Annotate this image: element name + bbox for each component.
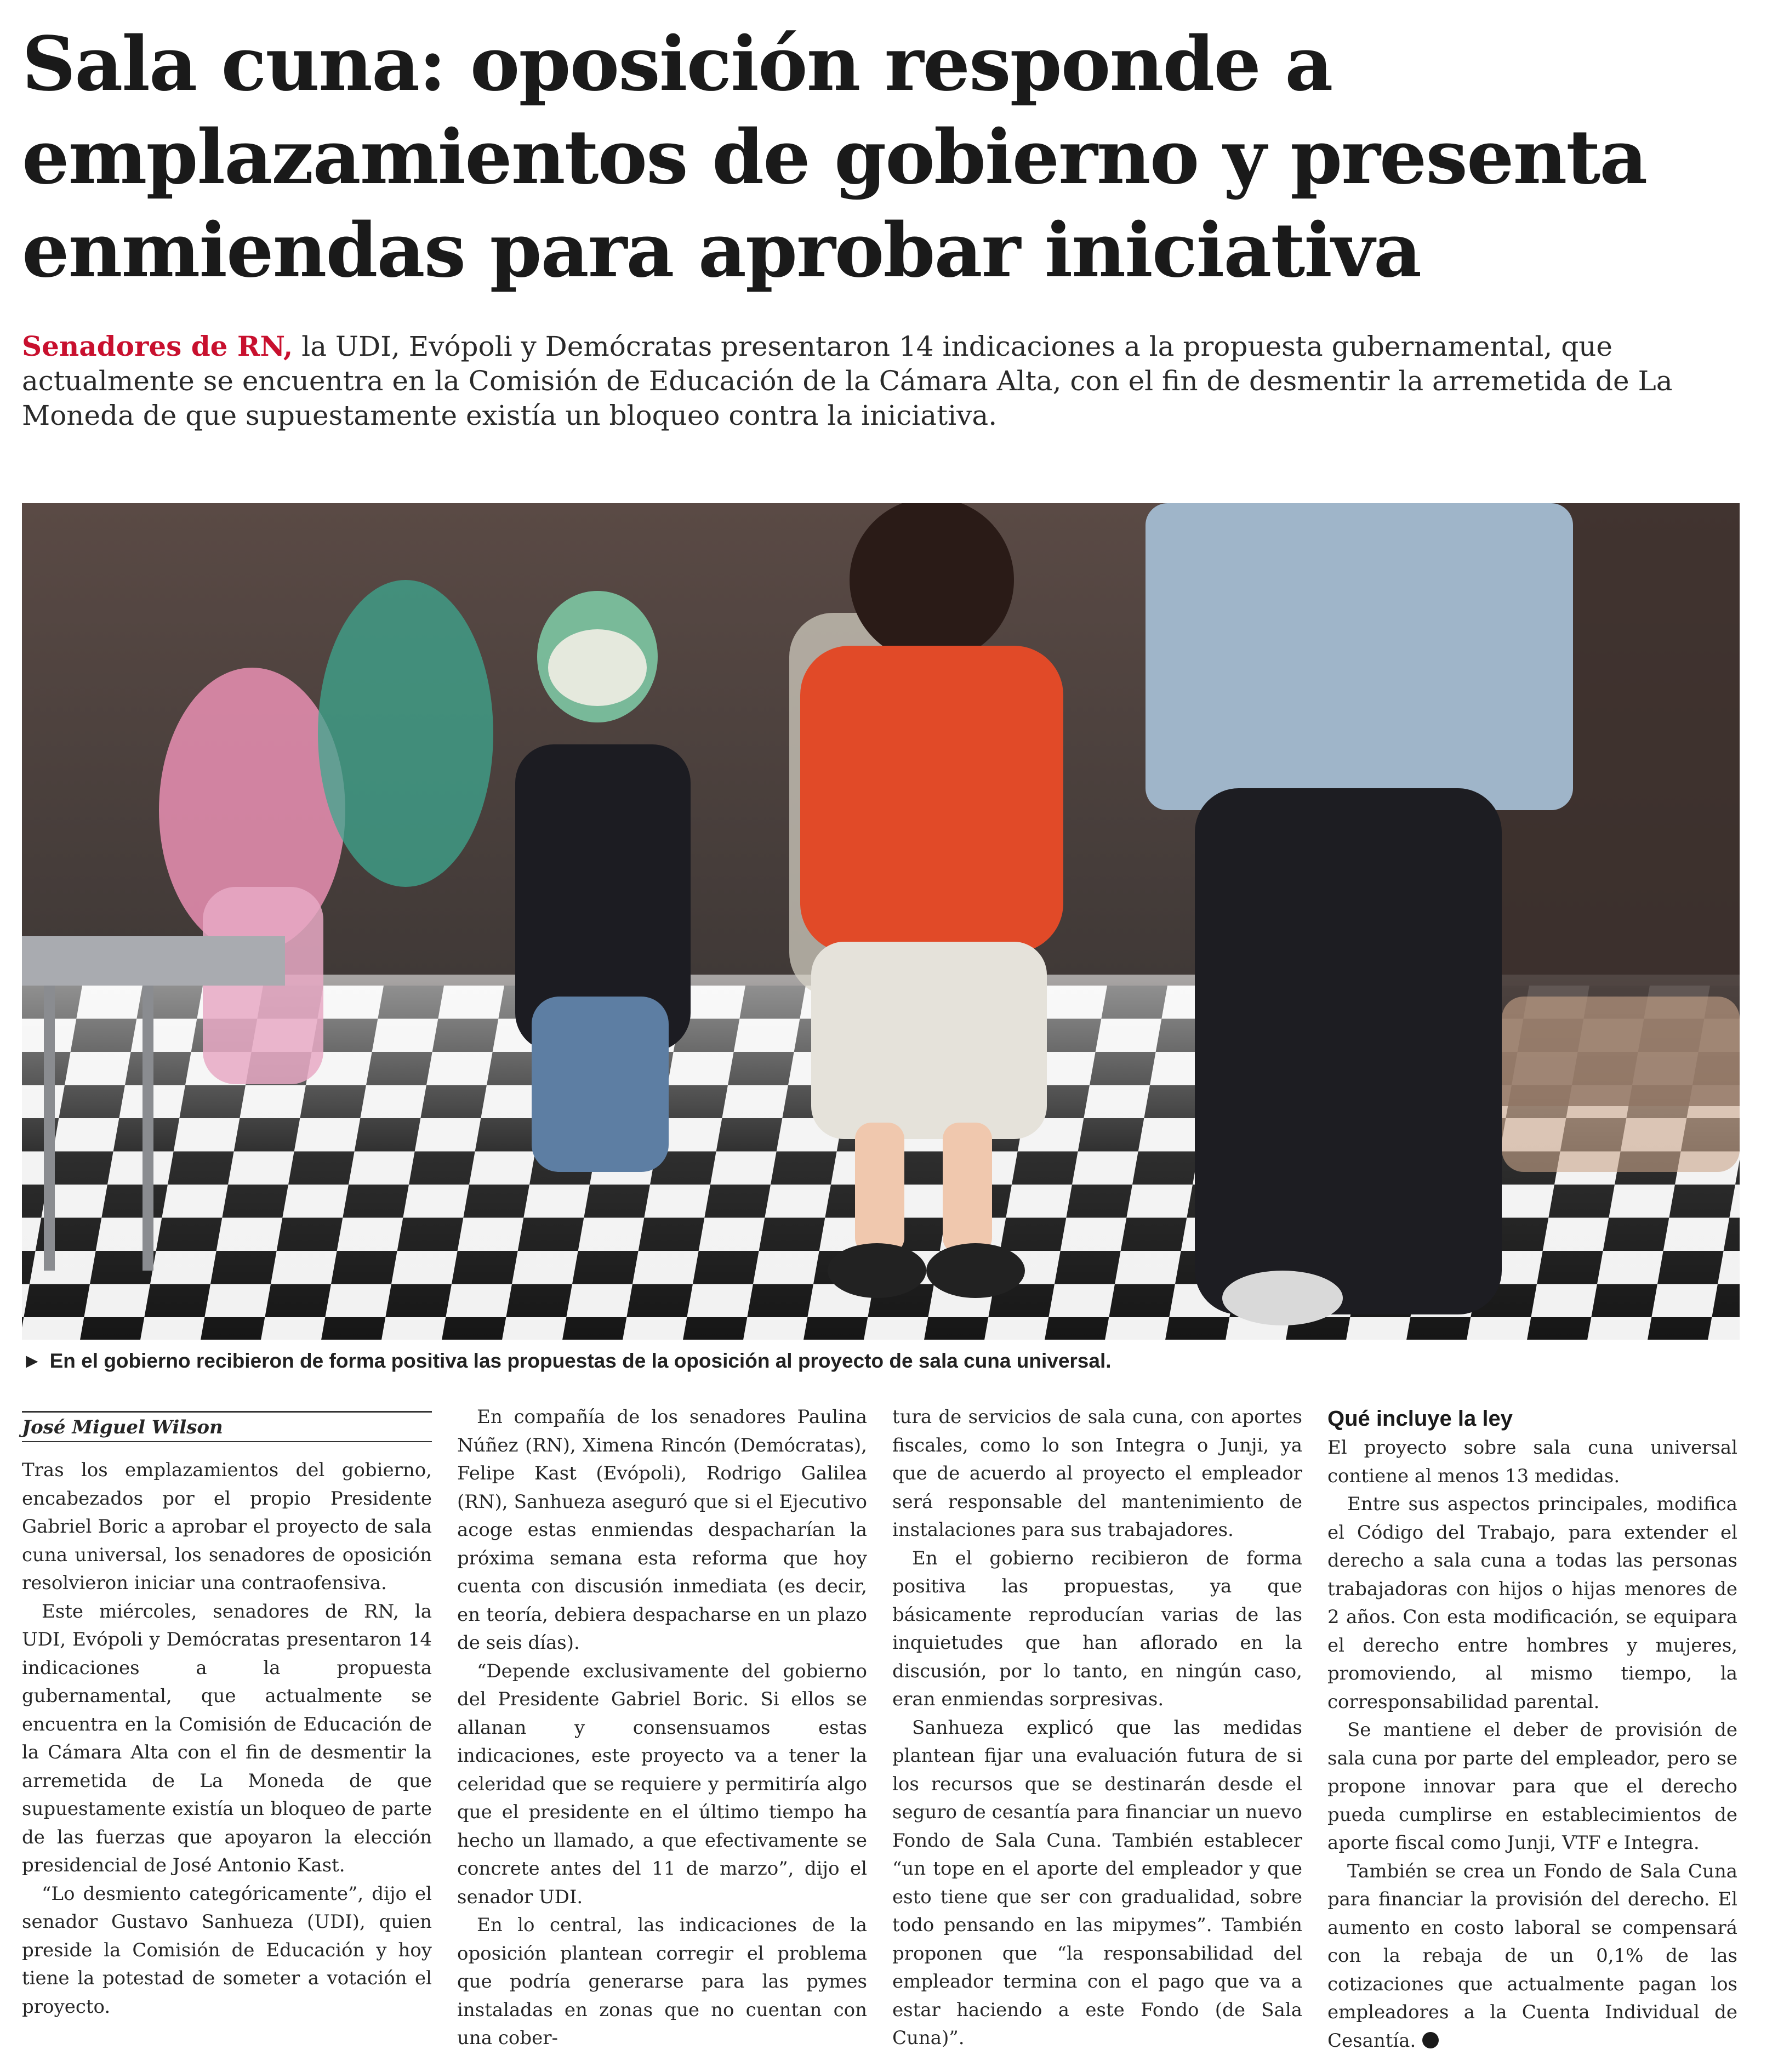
photo-caption	[22, 1347, 1740, 1375]
body-paragraph: Este miércoles, senadores de RN, la UDI, Evópoli y Demócratas presentaron 14 indicaciones a la propuesta gubernamental, que actualmente se encuentra en la Comisión de Educación de la Cámara Alta con el fin de desmentir la arremetida de La Moneda de que supuestamente existía un bloqueo de parte de las fuerzas que apoyaron la elección presidencial de José Antonio Kast.	[22, 1600, 432, 1876]
body-paragraph: En compañía de los senadores Paulina Núñez (RN), Ximena Rincón (Demócratas), Felipe Kast (Evópoli), Rodrigo Galilea (RN), Sanhueza aseguró que si el Ejecutivo acoge estas enmiendas despacharían la próxima semana esta reforma que hoy cuenta con discusión inmediata (es decir, en teoría, debiera despacharse en un plazo de seis días).	[457, 1406, 867, 1654]
body-paragraph: “Depende exclusivamente del gobierno del Presidente Gabriel Boric. Si ellos se allanan y consensuamos estas indicaciones, este proyecto va a tener la celeridad que se requiere y permitiría algo que el presidente en el último tiempo ha hecho un llamado, a que efectivamente se concrete antes del 11 de marzo”, dijo el senador UDI.	[457, 1660, 867, 1908]
body-paragraph: Tras los emplazamientos del gobierno, encabezados por el propio Presidente Gabriel Boric a aprobar el proyecto de sala cuna universal, los senadores de oposición resolvieron iniciar una contraofensiva.	[22, 1459, 432, 1594]
caption-text: En el gobierno recibieron de forma positiva las propuestas de la oposición al proyecto de sala cuna universal.	[49, 1350, 1112, 1372]
box-title: Qué incluye la ley	[1327, 1407, 1513, 1431]
body-paragraph: En el gobierno recibieron de forma positiva las propuestas, ya que básicamente reproducían varias de las inquietudes que han aflorado en la discusión, por lo tanto, en ningún caso, eran enmiendas sorpresivas.	[892, 1547, 1302, 1710]
body-paragraph: “Lo desmiento categóricamente”, dijo el senador Gustavo Sanhueza (UDI), quien preside la Comisión de Educación y hoy tiene la potestad de someter a votación el proyecto.	[22, 1882, 432, 2018]
body-paragraph: Sanhueza explicó que las medidas plantean fijar una evaluación futura de si los recursos que se destinarán desde el seguro de cesantía para financiar un nuevo Fondo de Sala Cuna. También establecer “un tope en el aporte del empleador y que esto tiene que ser con gradualidad, sobre todo pensando en las mipymes”. También proponen que “la responsabilidad del empleador termina con el pago que va a estar haciendo a este Fondo (de Sala Cuna)”.	[892, 1716, 1302, 2049]
deck-text: la UDI, Evópoli y Demócratas presentaron 14 indicaciones a la propuesta gubernamental, que actualmente se encuentra en la Comisión de Educación de la Cámara Alta, con el fin de desmentir la arremetida de La Moneda de que supuestamente existía un bloqueo contra la iniciativa.	[22, 331, 1673, 431]
body-paragraph: En lo central, las indicaciones de la oposición plantean corregir el problema que podría generarse para las pymes instaladas en zonas que no cuentan con una cober-	[457, 1914, 867, 2049]
column-3	[892, 1403, 1302, 2053]
sidebar-box	[1327, 1403, 1737, 2055]
end-mark-icon	[1422, 2032, 1439, 2048]
column-2	[457, 1403, 867, 2053]
column-1	[22, 1403, 432, 2021]
headline: Sala cuna: oposición responde a emplazamientos de gobierno y presenta enmiendas para aprobar iniciativa	[22, 20, 1647, 294]
box-paragraph: Se mantiene el deber de provisión de sala cuna por parte del empleador, pero se propone innovar para que el derecho pueda cumplirse en establecimientos de aporte fiscal como Junji, VTF e Integra.	[1327, 1719, 1737, 1854]
box-paragraph	[1327, 1858, 1737, 2056]
caption-marker-icon: ►	[22, 1350, 42, 1372]
body-paragraph: tura de servicios de sala cuna, con aportes fiscales, como lo son Integra o Junji, ya que de acuerdo al proyecto el empleador será responsable del mantenimiento de instalaciones para sus trabajadores.	[892, 1406, 1302, 1541]
box-paragraph: Entre sus aspectos principales, modifica el Código del Trabajo, para extender el derecho a sala cuna a todas las personas trabajadoras con hijos o hijas menores de 2 años. Con esta modificación, se equipara el derecho entre hombres y mujeres, promoviendo, al mismo tiempo, la corresponsabilidad parental.	[1327, 1493, 1737, 1713]
deck-lead: Senadores de RN,	[22, 330, 293, 362]
article-photo	[22, 503, 1740, 1340]
box-paragraph-text: También se crea un Fondo de Sala Cuna para financiar la provisión del derecho. El aumento en costo laboral se compensará con la rebaja de un 0,1% de las cotizaciones que actualmente pagan los empleadores a la Cuenta Individual de Cesantía.	[1327, 1860, 1737, 2052]
deck	[22, 329, 1748, 433]
box-paragraph: El proyecto sobre sala cuna universal contiene al menos 13 medidas.	[1327, 1437, 1737, 1487]
byline: José Miguel Wilson	[22, 1411, 432, 1442]
